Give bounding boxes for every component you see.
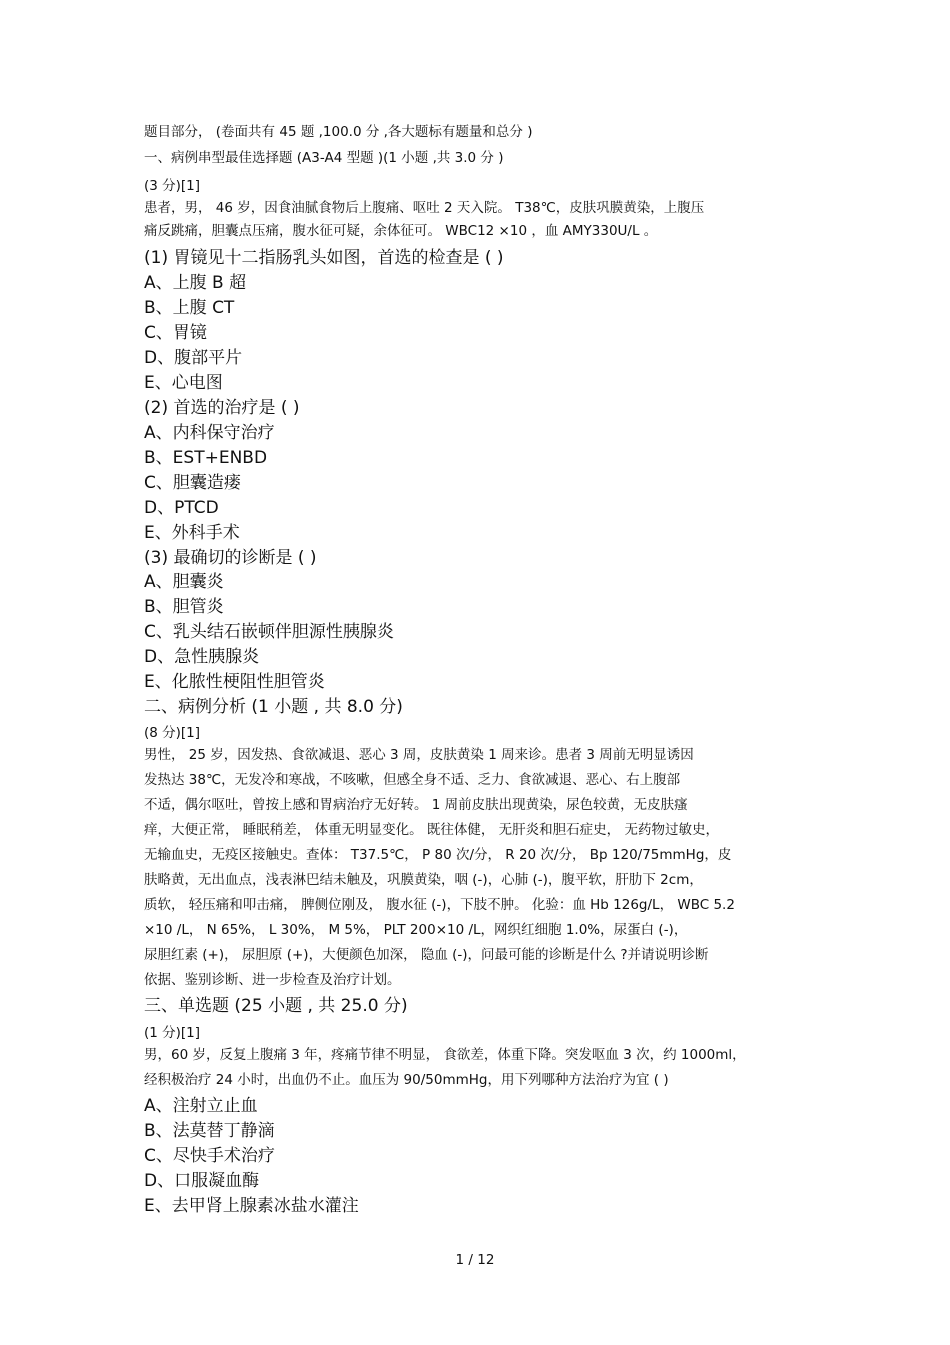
q3-option-c: C、乳头结石嵌顿伴胆源性胰腺炎 <box>144 622 394 642</box>
section3-title: 三、单选题 (25 小题 , 共 25.0 分) <box>144 996 408 1016</box>
q4-option-b: B、法莫替丁静滴 <box>144 1121 275 1141</box>
q4-line-1: 男，60 岁，反复上腹痛 3 年，疼痛节律不明显， 食欲差，体重下降。突发呕血 3 次，约 1000ml， <box>144 1047 746 1063</box>
case2-line-2: 发热达 38℃，无发冷和寒战，不咳嗽，但感全身不适、乏力、食欲减退、恶心、右上腹部 <box>144 772 681 788</box>
q2-option-d: D、PTCD <box>144 498 219 518</box>
section2-title: 二、病例分析 (1 小题 , 共 8.0 分) <box>144 697 403 717</box>
case2-line-7: 质软， 轻压痛和叩击痛， 脾侧位刚及， 腹水征 (-)，下肢不肿。 化验：血 Hb 126g/L， WBC 5.2 <box>144 897 735 913</box>
case-line-1: 患者，男， 46 岁，因食油腻食物后上腹痛、呕吐 2 天入院。 T38℃，皮肤巩膜黄染，上腹压 <box>144 200 705 216</box>
q4-option-d: D、口服凝血酶 <box>144 1171 260 1191</box>
case2-line-10: 依据、鉴别诊断、进一步检查及治疗计划。 <box>144 972 401 988</box>
section2-score: (8 分)[1] <box>144 725 201 741</box>
q3-option-e: E、化脓性梗阻性胆管炎 <box>144 672 325 692</box>
section1-score: (3 分)[1] <box>144 178 201 194</box>
case2-line-4: 痒，大便正常， 睡眠稍差， 体重无明显变化。 既往体健， 无肝炎和胆石症史， 无药物过敏史， <box>144 822 719 838</box>
q2-option-a: A、内科保守治疗 <box>144 423 275 443</box>
header-line: 题目部分， (卷面共有 45 题 ,100.0 分 ,各大题标有题量和总分 ) <box>144 124 533 140</box>
q1-option-d: D、腹部平片 <box>144 348 243 368</box>
q4-option-a: A、注射立止血 <box>144 1096 258 1116</box>
case2-line-5: 无输血史，无疫区接触史。查体： T37.5℃， P 80 次/分， R 20 次/分， Bp 120/75mmHg，皮 <box>144 847 732 863</box>
q4-line-2: 经积极治疗 24 小时，出血仍不止。血压为 90/50mmHg，用下列哪种方法治疗为宜 ( ) <box>144 1072 669 1088</box>
q3-option-b: B、胆管炎 <box>144 597 224 617</box>
q2-option-e: E、外科手术 <box>144 523 240 543</box>
section3-score: (1 分)[1] <box>144 1025 201 1041</box>
q1-option-e: E、心电图 <box>144 373 223 393</box>
q1-option-b: B、上腹 CT <box>144 298 235 318</box>
q1-option-c: C、胃镜 <box>144 323 207 343</box>
q4-option-e: E、去甲肾上腺素冰盐水灌注 <box>144 1196 359 1216</box>
question-1: (1) 胃镜见十二指肠乳头如图，首选的检查是 ( ) <box>144 248 504 268</box>
q2-option-b: B、EST+ENBD <box>144 448 268 468</box>
q1-option-a: A、上腹 B 超 <box>144 273 247 293</box>
case2-line-9: 尿胆红素 (+)， 尿胆原 (+)，大便颜色加深， 隐血 (-)，问最可能的诊断是什么 ?并请说明诊断 <box>144 947 709 963</box>
question-3: (3) 最确切的诊断是 ( ) <box>144 548 317 568</box>
q2-option-c: C、胆囊造瘘 <box>144 473 241 493</box>
page-number: 1 / 12 <box>455 1252 495 1268</box>
section1-title: 一、病例串型最佳选择题 (A3-A4 型题 )(1 小题 ,共 3.0 分 ) <box>144 150 504 166</box>
case-line-2: 痛反跳痛，胆囊点压痛，腹水征可疑，余体征可。 WBC12 ×10 ，血 AMY330U/L 。 <box>144 223 658 239</box>
q3-option-a: A、胆囊炎 <box>144 572 224 592</box>
q3-option-d: D、急性胰腺炎 <box>144 647 260 667</box>
case2-line-6: 肤略黄，无出血点，浅表淋巴结未触及，巩膜黄染，咽 (-)，心肺 (-)，腹平软，肝肋下 2cm， <box>144 872 703 888</box>
case2-line-3: 不适，偶尔呕吐，曾按上感和胃病治疗无好转。 1 周前皮肤出现黄染，尿色较黄，无皮肤瘙 <box>144 797 688 813</box>
case2-line-8: ×10 /L， N 65%， L 30%， M 5%， PLT 200×10 /L，网织红细胞 1.0%，尿蛋白 (-)， <box>144 922 688 938</box>
q4-option-c: C、尽快手术治疗 <box>144 1146 275 1166</box>
case2-line-1: 男性， 25 岁，因发热、食欲减退、恶心 3 周，皮肤黄染 1 周来诊。患者 3 周前无明显诱因 <box>144 747 694 763</box>
question-2: (2) 首选的治疗是 ( ) <box>144 398 300 418</box>
